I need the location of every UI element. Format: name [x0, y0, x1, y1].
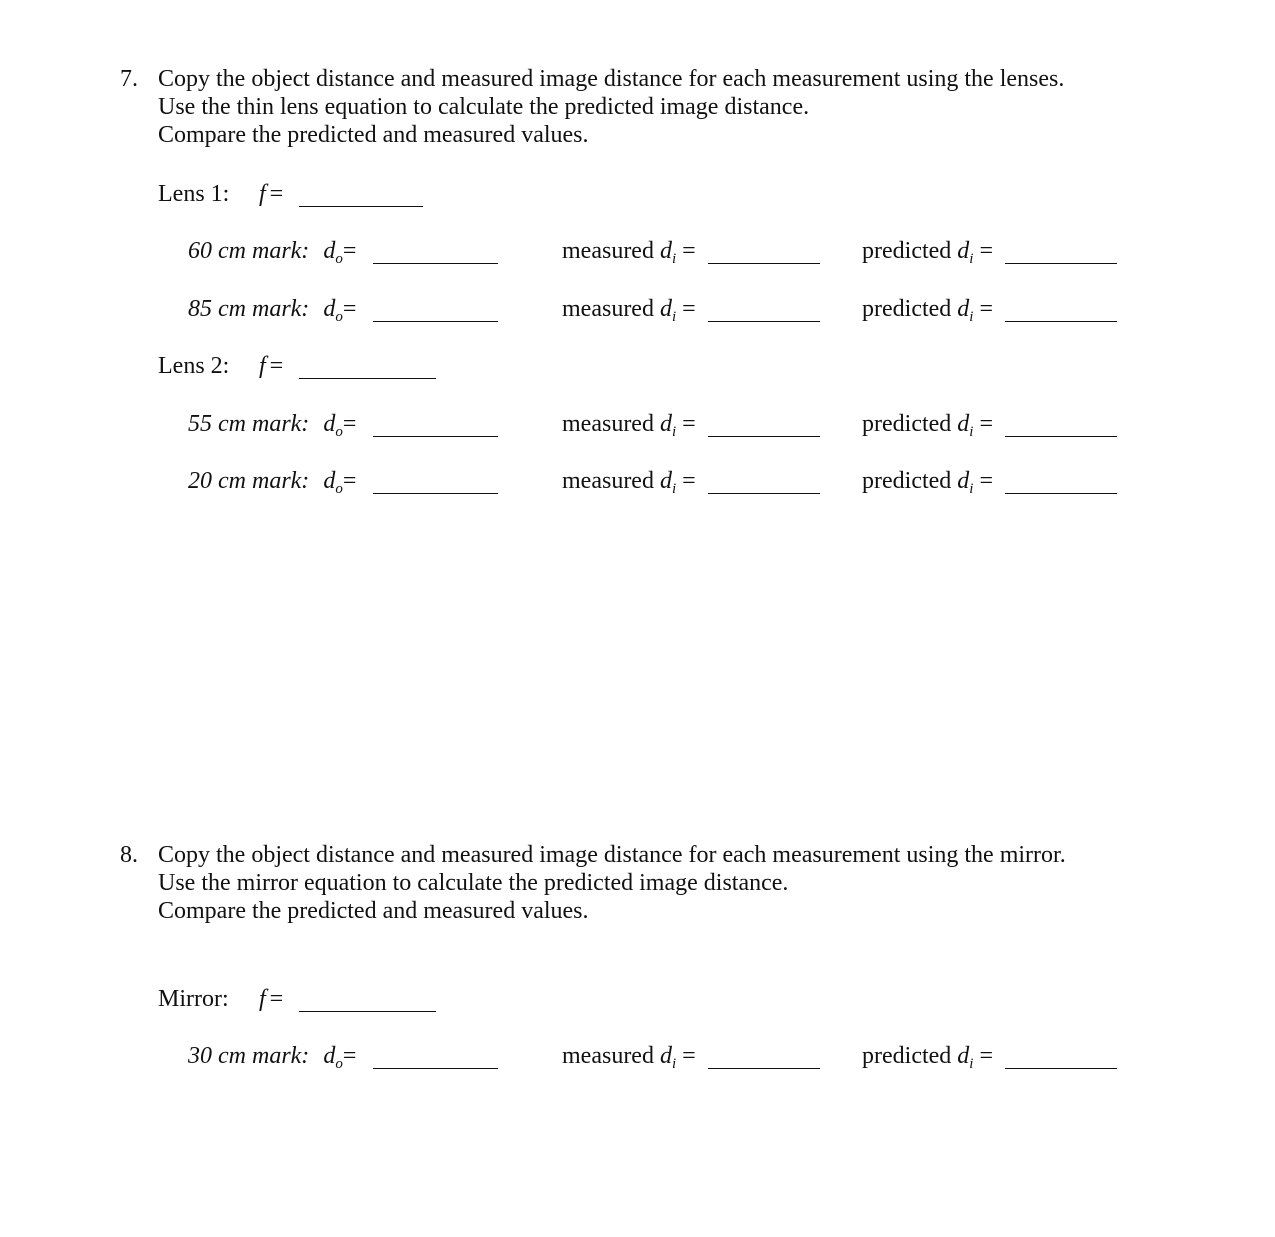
equals-sign: = — [342, 411, 357, 437]
di-symbol: d — [659, 1043, 672, 1069]
equals-sign: = — [979, 238, 994, 264]
mirror-f-eq — [259, 985, 283, 1014]
lens2-f-blank[interactable] — [299, 352, 436, 379]
mirror-row1-measured-blank[interactable] — [708, 1042, 820, 1069]
di-subscript: i — [671, 309, 677, 325]
di-subscript: i — [671, 481, 677, 497]
di-subscript: i — [969, 481, 974, 497]
predicted-word: predicted — [862, 1043, 952, 1069]
lens1-f-eq — [259, 180, 283, 209]
do-subscript: o — [335, 481, 343, 497]
lens1-row2-do-blank[interactable] — [373, 295, 498, 322]
di-subscript: i — [969, 1056, 974, 1072]
di-symbol: d — [957, 468, 970, 494]
lens1-row1-measured-blank[interactable] — [708, 237, 820, 264]
equals-sign: = — [682, 468, 696, 494]
di-subscript: i — [671, 1056, 677, 1072]
lens1-row2-mark — [188, 295, 356, 327]
f-symbol: f — [259, 353, 266, 379]
do-symbol: d — [323, 468, 336, 494]
do-subscript: o — [335, 424, 343, 440]
measured-word: measured — [562, 296, 654, 322]
lens2-row1-predicted-label — [862, 410, 993, 442]
lens2-row1-measured-label — [562, 410, 696, 442]
lens1-row1-mark — [188, 237, 356, 269]
do-symbol: d — [323, 1043, 336, 1069]
equals-sign: = — [269, 181, 284, 207]
equals-sign: = — [979, 1043, 994, 1069]
q8-instruction-1: Copy the object distance and measured image distance for each measurement using the mirror. — [158, 842, 1066, 868]
measured-word: measured — [562, 468, 654, 494]
lens1-row1-predicted-blank[interactable] — [1005, 237, 1117, 264]
lens2-row2-measured-label — [562, 467, 696, 499]
f-symbol: f — [259, 986, 266, 1012]
mirror-row1-do-blank[interactable] — [373, 1042, 498, 1069]
lens1-row1-predicted-label — [862, 237, 993, 269]
lens1-label: Lens 1: — [158, 181, 230, 207]
q7-instruction-2: Use the thin lens equation to calculate the predicted image distance. — [158, 94, 810, 120]
lens1-f-blank[interactable] — [299, 180, 423, 207]
lens2-row2-measured-blank[interactable] — [708, 467, 820, 494]
equals-sign: = — [979, 296, 994, 322]
do-symbol: d — [323, 411, 336, 437]
lens2-row1-do-blank[interactable] — [373, 410, 498, 437]
lens2-f-eq — [259, 352, 283, 381]
lens1-row2-predicted-blank[interactable] — [1005, 295, 1117, 322]
lens1-row2-measured-blank[interactable] — [708, 295, 820, 322]
f-symbol: f — [259, 181, 266, 207]
do-symbol: d — [323, 296, 336, 322]
lens2-row2-predicted-label — [862, 467, 993, 499]
q7-instruction-1: Copy the object distance and measured image distance for each measurement using the lenses. — [158, 66, 1065, 92]
di-subscript: i — [671, 424, 677, 440]
lens1-row2-measured-label — [562, 295, 696, 327]
equals-sign: = — [342, 1043, 357, 1069]
mirror-row1-predicted-blank[interactable] — [1005, 1042, 1117, 1069]
di-symbol: d — [659, 296, 672, 322]
lens2-row1-predicted-blank[interactable] — [1005, 410, 1117, 437]
q7-instruction-3: Compare the predicted and measured values. — [158, 122, 589, 148]
mark-label: 60 cm mark: — [188, 238, 310, 264]
predicted-word: predicted — [862, 411, 952, 437]
equals-sign: = — [269, 353, 284, 379]
measured-word: measured — [562, 1043, 654, 1069]
equals-sign: = — [979, 411, 994, 437]
di-symbol: d — [659, 238, 672, 264]
predicted-word: predicted — [862, 296, 952, 322]
lens1-row2-predicted-label — [862, 295, 993, 327]
di-subscript: i — [671, 251, 677, 267]
lens1-row1-measured-label — [562, 237, 696, 269]
equals-sign: = — [682, 296, 696, 322]
di-symbol: d — [659, 411, 672, 437]
equals-sign: = — [979, 468, 994, 494]
lens2-row2-mark — [188, 467, 356, 499]
mirror-row1-predicted-label — [862, 1042, 993, 1074]
di-subscript: i — [969, 309, 974, 325]
mark-label: 30 cm mark: — [188, 1043, 310, 1069]
equals-sign: = — [342, 238, 357, 264]
di-subscript: i — [969, 424, 974, 440]
predicted-word: predicted — [862, 238, 952, 264]
mirror-row1-mark — [188, 1042, 356, 1074]
lens2-row2-predicted-blank[interactable] — [1005, 467, 1117, 494]
do-subscript: o — [335, 251, 343, 267]
do-symbol: d — [323, 238, 336, 264]
measured-word: measured — [562, 238, 654, 264]
measured-word: measured — [562, 411, 654, 437]
q8-instruction-2: Use the mirror equation to calculate the predicted image distance. — [158, 870, 789, 896]
mark-label: 20 cm mark: — [188, 468, 310, 494]
di-symbol: d — [957, 238, 970, 264]
q7-number: 7. — [120, 66, 138, 92]
equals-sign: = — [342, 468, 357, 494]
do-subscript: o — [335, 1056, 343, 1072]
equals-sign: = — [269, 986, 284, 1012]
equals-sign: = — [682, 1043, 696, 1069]
mark-label: 55 cm mark: — [188, 411, 310, 437]
lens2-label: Lens 2: — [158, 353, 230, 379]
q8-number: 8. — [120, 842, 138, 868]
equals-sign: = — [682, 411, 696, 437]
mirror-label: Mirror: — [158, 986, 229, 1012]
do-subscript: o — [335, 309, 343, 325]
lens2-row2-do-blank[interactable] — [373, 467, 498, 494]
mirror-row1-measured-label — [562, 1042, 696, 1074]
lens1-row1-do-blank[interactable] — [373, 237, 498, 264]
equals-sign: = — [682, 238, 696, 264]
lens2-row1-mark — [188, 410, 356, 442]
mirror-f-blank[interactable] — [299, 985, 436, 1012]
di-symbol: d — [957, 296, 970, 322]
equals-sign: = — [342, 296, 357, 322]
predicted-word: predicted — [862, 468, 952, 494]
di-symbol: d — [957, 411, 970, 437]
di-subscript: i — [969, 251, 974, 267]
q8-instruction-3: Compare the predicted and measured values. — [158, 898, 589, 924]
di-symbol: d — [659, 468, 672, 494]
di-symbol: d — [957, 1043, 970, 1069]
mark-label: 85 cm mark: — [188, 296, 310, 322]
lens2-row1-measured-blank[interactable] — [708, 410, 820, 437]
